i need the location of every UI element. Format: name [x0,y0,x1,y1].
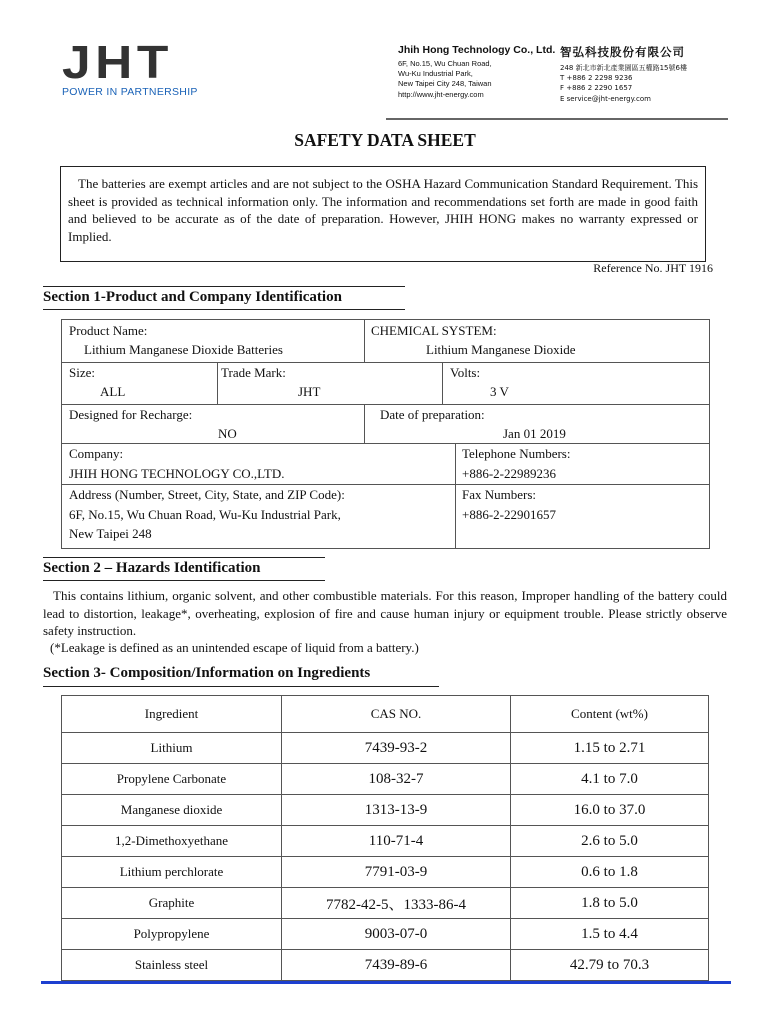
address-label: Address (Number, Street, City, State, and ZIP Code): [69,487,345,502]
table-rule [62,484,709,485]
table-rule [364,404,365,443]
section-2-underline [43,580,325,581]
ingredients-table [61,695,709,981]
content-range: 1.5 to 4.4 [511,919,709,950]
logo-text: JHT [62,36,173,88]
header-divider [386,118,728,120]
size-label: Size: [69,365,95,380]
document-title: SAFETY DATA SHEET [294,130,476,150]
leakage-note: (*Leakage is defined as an unintended escape of liquid from a battery.) [50,640,419,655]
company-fax: F +886 2 2290 1657 [560,84,633,93]
table-row [62,888,709,919]
chemical-system-value: Lithium Manganese Dioxide [426,342,576,357]
address-line-1: 6F, No.15, Wu Chuan Road, Wu-Ku Industrial Park, [69,507,341,522]
section-3-title: Section 3- Composition/Information on Ingredients [43,665,371,681]
ingredient-name: 1,2-Dimethoxyethane [62,826,282,857]
date-value: Jan 01 2019 [503,426,566,441]
company-info-english [398,44,558,100]
cas-number: 110-71-4 [282,826,511,857]
content-range: 0.6 to 1.8 [511,857,709,888]
ingredient-name: Manganese dioxide [62,795,282,826]
company-logo [62,36,222,100]
section-3-underline [43,686,439,687]
ingredient-name: Propylene Carbonate [62,764,282,795]
product-name-label: Product Name: [69,323,148,338]
cas-number: 7439-89-6 [282,950,511,981]
table-rule [62,362,709,363]
table-rule [442,362,443,404]
company-phone: T +886 2 2298 9236 [560,74,633,83]
trade-mark-value: JHT [298,384,321,399]
table-row [62,826,709,857]
recharge-label: Designed for Recharge: [69,407,193,422]
hazards-text: This contains lithium, organic solvent, and other combustible materials. For this reason, Improper handling of the battery could lead to distortion, leakage*, overheating, explosion of fire and cause human injury or equipment trouble. Please strictly observe safety instruction. [43,588,727,638]
company-label: Company: [69,446,124,461]
ingredient-name: Graphite [62,888,282,919]
content-range: 4.1 to 7.0 [511,764,709,795]
content-range: 42.79 to 70.3 [511,950,709,981]
cas-number: 7439-93-2 [282,733,511,764]
table-rule [455,443,456,548]
exemption-notice: The batteries are exempt articles and are not subject to the OSHA Hazard Communication Standard Requirement. This sheet is provided as technical information only. The information and recommendations set forth are made in good faith and believed to be accurate as of the date of preparation. However, JHIH HONG makes no warranty expressed or Implied. [60,166,706,262]
header-content: Content (wt%) [511,696,709,733]
section-1-top-rule [43,286,405,287]
content-range: 1.8 to 5.0 [511,888,709,919]
table-row [62,795,709,826]
company-name-cn: 智弘科技股份有限公司 [560,45,685,59]
company-name-en: Jhih Hong Technology Co., Ltd. [398,44,556,56]
company-website: http://www.jht-energy.com [398,89,484,99]
telephone-label: Telephone Numbers: [462,446,571,461]
cas-number: 7782-42-5、1333-86-4 [282,888,511,919]
chemical-system-label: CHEMICAL SYSTEM: [371,323,497,338]
cas-number: 1313-13-9 [282,795,511,826]
fax-value: +886-2-22901657 [462,507,556,522]
table-row [62,857,709,888]
header-ingredient: Ingredient [62,696,282,733]
ingredient-name: Lithium perchlorate [62,857,282,888]
trade-mark-label: Trade Mark: [221,365,286,380]
table-row [62,733,709,764]
company-email: E service@jht-energy.com [560,94,651,103]
company-address-line: New Taipei City 248, Taiwan [398,79,492,89]
company-info-chinese [560,44,720,104]
size-value: ALL [100,384,126,399]
company-address-line: 6F, No.15, Wu Chuan Road, [398,59,492,68]
cas-number: 7791-03-9 [282,857,511,888]
date-label: Date of preparation: [380,407,485,422]
section-2-title: Section 2 – Hazards Identification [43,560,261,576]
ingredient-name: Polypropylene [62,919,282,950]
company-address-line: Wu-Ku Industrial Park, [398,69,473,79]
table-rule [364,320,365,362]
cas-number: 9003-07-0 [282,919,511,950]
product-name-value: Lithium Manganese Dioxide Batteries [84,342,283,357]
volts-label: Volts: [450,365,481,380]
recharge-value: NO [218,426,237,441]
table-row [62,919,709,950]
product-company-table [61,319,710,549]
company-address-cn: 248 新北市新北產業園區五權路15號6樓 [560,64,687,72]
telephone-value: +886-2-22989236 [462,466,556,481]
reference-number: Reference No. JHT 1916 [593,261,713,275]
volts-value: 3 V [490,384,509,399]
company-value: JHIH HONG TECHNOLOGY CO.,LTD. [69,466,285,481]
table-rule [62,404,709,405]
section-2-top-rule [43,557,325,558]
logo-tagline: POWER IN PARTNERSHIP [62,86,198,98]
table-header-row [62,696,709,733]
content-range: 16.0 to 37.0 [511,795,709,826]
fax-label: Fax Numbers: [462,487,537,502]
section-1-underline [43,309,405,310]
ingredient-name: Stainless steel [62,950,282,981]
content-range: 1.15 to 2.71 [511,733,709,764]
table-rule [217,362,218,404]
header-cas-no: CAS NO. [282,696,511,733]
section-1-title: Section 1-Product and Company Identification [43,289,342,305]
table-row [62,764,709,795]
footer-rule [41,981,731,984]
table-rule [62,443,709,444]
ingredient-name: Lithium [62,733,282,764]
cas-number: 108-32-7 [282,764,511,795]
address-line-2: New Taipei 248 [69,526,152,541]
table-row [62,950,709,981]
content-range: 2.6 to 5.0 [511,826,709,857]
